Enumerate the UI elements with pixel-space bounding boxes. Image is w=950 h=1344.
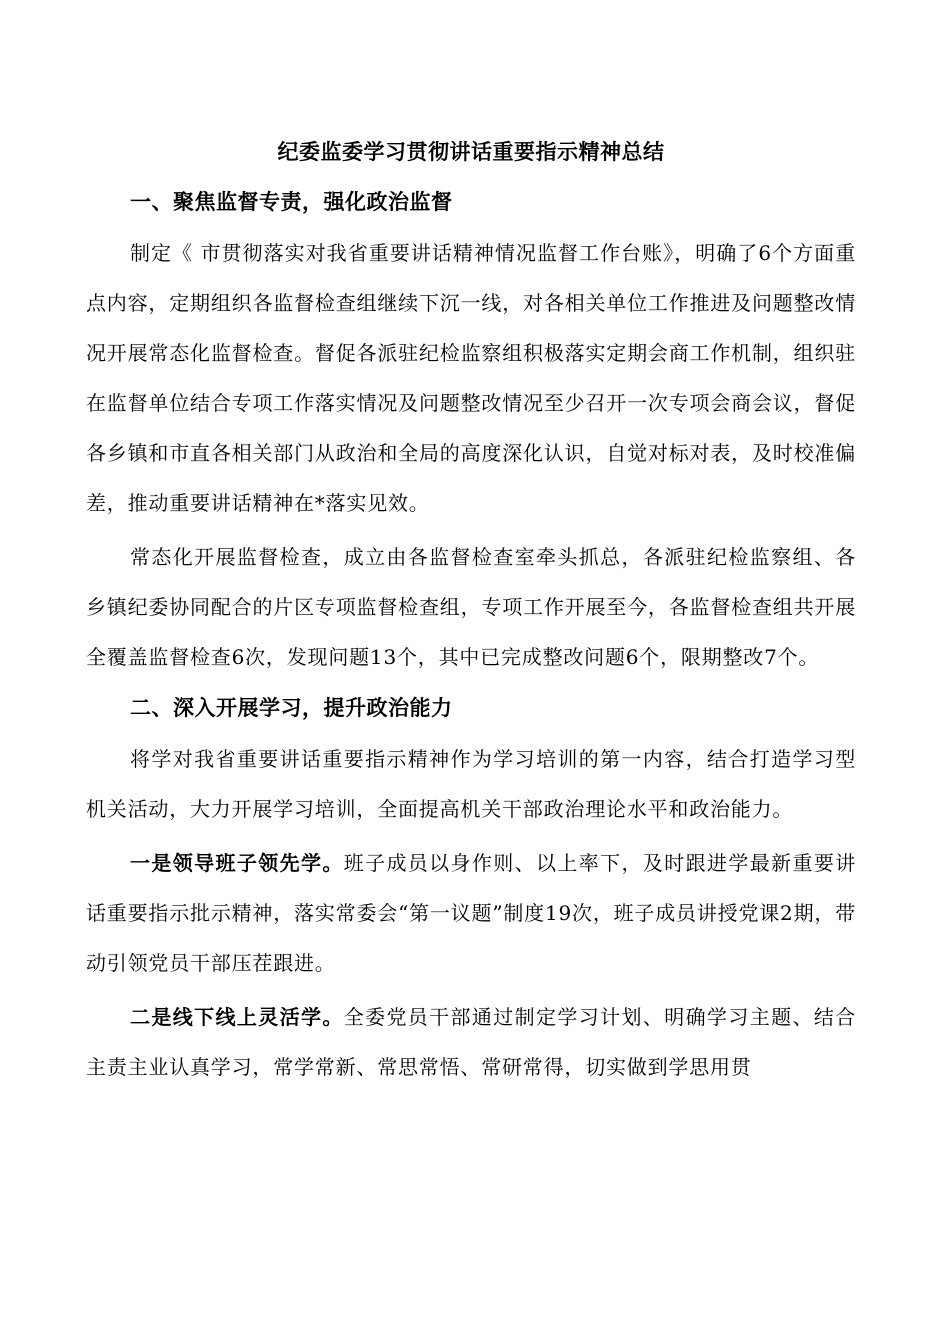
section-2-paragraph-1: 将学对我省重要讲话重要指示精神作为学习培训的第一内容，结合打造学习型机关活动，大力开展学习培训，全面提高机关干部政治理论水平和政治能力。: [86, 747, 856, 821]
paragraph-body-text: 全委党员干部通过制定学习计划、明确学习主题、结合主责主业认真学习，常学常新、常思常悟、常研常得，切实做到学思用贯: [86, 1005, 857, 1079]
section-1-paragraph-2: 常态化开展监督检查，成立由各监督检查室牵头抓总，各派驻纪检监察组、各乡镇纪委协同配合的片区专项监督检查组，专项工作开展至今，各监督检查组共开展全覆盖监督检查6次，发现问题13个，其中已完成整改问题6个，限期整改7个。: [86, 545, 856, 669]
document-title: 纪委监委学习贯彻讲话重要指示精神总结: [277, 139, 665, 164]
section-2-paragraph-3: [86, 992, 856, 1092]
paragraph-lead-text: 二是线下线上灵活学。: [130, 1005, 344, 1029]
document-page: [86, 128, 856, 1092]
paragraph-body-text: 班子成员以身作则、以上率下，及时跟进学最新重要讲话重要指示批示精神，落实常委会“第一议题”制度19次，班子成员讲授党课2期，带动引领党员干部压茬跟进。: [86, 851, 857, 975]
section-1-heading: 一、聚焦监督专责，强化政治监督: [130, 189, 453, 214]
paragraph-lead-text: 一是领导班子领先学。: [130, 851, 344, 875]
section-2-paragraph-2: [86, 838, 856, 988]
section-1-paragraph-1: 制定《 市贯彻落实对我省重要讲话精神情况监督工作台账》，明确了6个方面重点内容，定期组织各监督检查组继续下沉一线，对各相关单位工作推进及问题整改情况开展常态化监督检查。督促各派驻纪检监察组积极落实定期会商工作机制，组织驻在监督单位结合专项工作落实情况及问题整改情况至少召开一次专项会商会议，督促各乡镇和市直各相关部门从政治和全局的高度深化认识，自觉对标对表，及时校准偏差，推动重要讲话精神在*落实见效。: [86, 241, 856, 515]
section-2-heading: 二、深入开展学习，提升政治能力: [130, 695, 453, 720]
